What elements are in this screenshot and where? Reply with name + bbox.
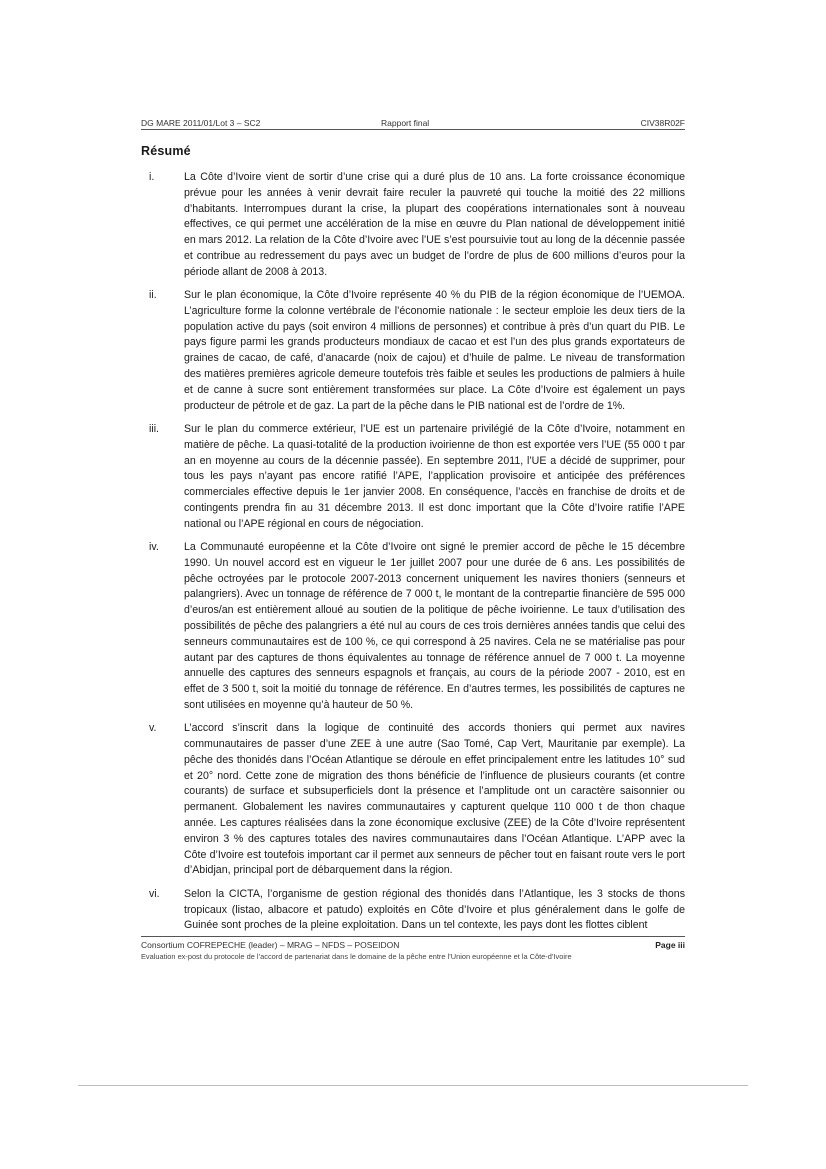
header-divider [141,129,685,130]
item-paragraph: Sur le plan du commerce extérieur, l’UE est un partenaire privilégié de la Côte d’Ivoire, notamment en matière de pêche. La quasi-totalité de la production ivoirienne de thon est exportée vers l’UE (55 000 t par an en moyenne au cours de la décennie passée). En septembre 2011, l’UE a décidé de supprimer, pour tous les pays n’ayant pas encore ratifié l’APE, l’application provisoire et anticipée des préférences commerciales effective depuis le 1er janvier 2008. En conséquence, l’accès en franchise de droits et de contingents prendra fin au 31 décembre 2013. Il est donc important que la Côte d’Ivoire ratifie l’APE national ou l’APE régional en cours de négociation. [184,422,685,530]
list-item [141,721,685,879]
list-item [141,170,685,281]
item-number: i. [149,171,155,183]
footer-consortium: Consortium COFREPECHE (leader) – MRAG – NFDS – POSEIDON [141,940,400,950]
page-number: Page iii [655,940,685,950]
list-item [141,540,685,714]
footer-divider [141,936,685,937]
item-paragraph: L’accord s’inscrit dans la logique de continuité des accords thoniers qui permet aux navires communautaires de passer d’une ZEE à une autre (Sao Tomé, Cap Vert, Mauritanie par exemple). La pêche des thonidés dans l’Océan Atlantique se déroule en effet principalement entre les latitudes 10° sud et 20° nord. Cette zone de migration des thons bénéficie de l’influence de plusieurs courants (et contre courants) de surface et subsuperficiels dont la présence et l’amplitude ont un caractère saisonnier ou permanent. Globalement les navires communautaires y capturent quelque 110 000 t de thon chaque année. Les captures réalisées dans la zone économique exclusive (ZEE) de la Côte d’Ivoire représentent environ 3 % des captures totales des navires communautaires dans l’Océan Atlantique. L’APP avec la Côte d’Ivoire est toutefois important car il permet aux senneurs de pêcher tout en faisant route vers le port d’Abidjan, principal port de débarquement dans la région. [184,722,685,877]
list-item [141,887,685,934]
item-paragraph: Selon la CICTA, l’organisme de gestion régional des thonidés dans l’Atlantique, les 3 stocks de thons tropicaux (listao, albacore et patudo) exploités en Côte d’Ivoire et plus généralement dans le golfe de Guinée sont proches de la pleine exploitation. Dans un tel contexte, les pays dont les flottes ciblent [184,887,685,932]
item-number: v. [149,722,157,735]
header-reference: DG MARE 2011/01/Lot 3 – SC2 [141,118,261,128]
item-paragraph: La Côte d’Ivoire vient de sortir d’une crise qui a duré plus de 10 ans. La forte croissance économique prévue pour les années à venir devrait faire reculer la pauvreté qui touche la moitié des 22 millions d’habitants. Interrompues durant la crise, la plupart des coopérations internationales sont à nouveau effectives, ce qui permet une accélération de la mise en œuvre du Plan national de développement initié en mars 2012. La relation de la Côte d’Ivoire avec l’UE s’est poursuivie tout au long de la décennie passée et contribue au redressement du pays avec un budget de l’ordre de plus de 600 millions d’euros pour la période allant de 2008 à 2013. [184,171,685,278]
footer-document-title: Evaluation ex-post du protocole de l’accord de partenariat dans le domaine de la pêche entre l’Union européenne et la Côte-d’Ivoire [141,952,572,961]
item-number: iii. [149,422,160,435]
item-paragraph: Sur le plan économique, la Côte d’Ivoire représente 40 % du PIB de la région économique de l’UEMOA. L’agriculture forme la colonne vertébrale de l’économie nationale : le secteur emploie les deux tiers de la population active du pays (soit environ 4 millions de personnes) et contribue à près d’un quart du PIB. Le pays figure parmi les grands producteurs mondiaux de cacao et est l’un des plus grands exportateurs de graines de cacao, de café, d’anacarde (noix de cajou) et d’huile de palme. Le niveau de transformation des matières premières agricole demeure toutefois très faible et seules les productions de palmiers à huile et de canne à sucre sont entièrement transformées sur place. La Côte d’Ivoire est également un pays producteur de pétrole et de gaz. La part de la pêche dans le PIB national est de l’ordre de 1%. [184,289,685,412]
item-number: iv. [149,541,159,554]
header-document-code: CIV38R02F [640,118,685,128]
item-number: vi. [149,887,160,900]
item-paragraph: La Communauté européenne et la Côte d’Ivoire ont signé le premier accord de pêche le 15 décembre 1990. Un nouvel accord est en vigueur le 1er juillet 2007 pour une durée de 6 ans. Les possibilités de pêche octroyées par le protocole 2007-2013 concernent uniquement les navires thoniers (senneurs et palangriers). Avec un tonnage de référence de 7 000 t, le montant de la contrepartie financière de 595 000 d’euros/an est entièrement alloué au soutien de la politique de pêche ivoirienne. Le taux d’utilisation des possibilités de pêche des palangriers a été nul au cours de ces trois dernières années tandis que celui des senneurs communautaires est de 100 %, ce qui correspond à 25 navires. Cela ne se matérialise pas pour autant par des captures de thons équivalentes au tonnage de référence annuel de 7 000 t. La moyenne annuelle des captures des senneurs espagnols et français, au cours de la période 2007 - 2010, est en effet de 3 500 t, soit la moitié du tonnage de référence. En d’autres termes, les possibilités de captures ne sont utilisées en moyenne qu’à hauteur de 50 %. [184,541,685,711]
list-item [141,422,685,533]
list-item [141,288,685,414]
summary-list [141,170,685,942]
header-report-type: Rapport final [381,118,430,128]
page-bottom-rule [78,1085,748,1086]
item-number: ii. [149,289,157,302]
section-title: Résumé [141,144,191,158]
